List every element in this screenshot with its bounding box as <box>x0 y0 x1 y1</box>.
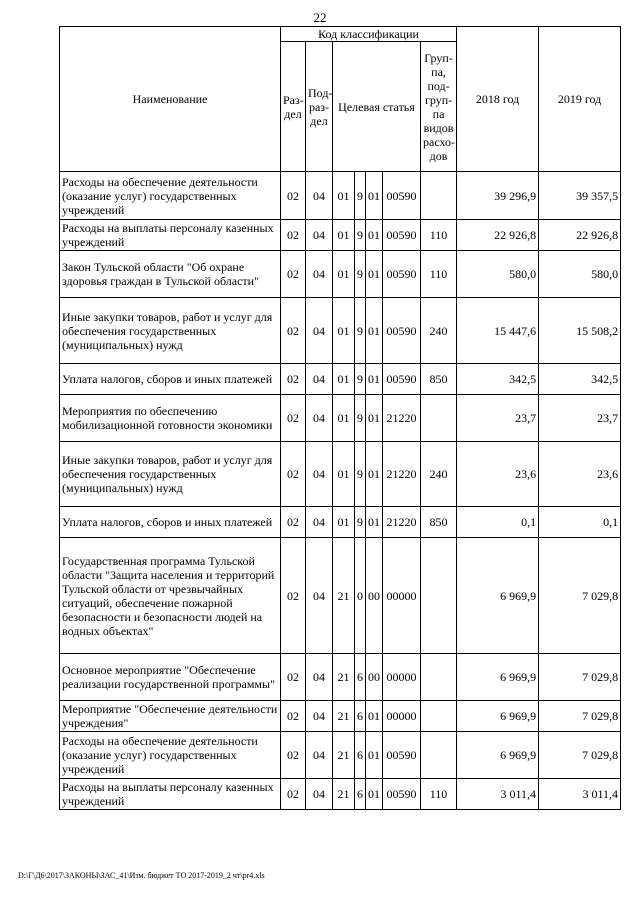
row-subsection: 04 <box>306 220 333 251</box>
row-target-program: 01 <box>333 298 355 364</box>
row-target-subprogram: 9 <box>355 442 366 507</box>
row-section: 02 <box>281 220 306 251</box>
row-target-event: 01 <box>366 364 383 395</box>
row-target-program: 01 <box>333 364 355 395</box>
row-expense-type <box>421 654 457 701</box>
table-row <box>60 442 621 507</box>
row-target-event: 01 <box>366 779 383 810</box>
row-expense-type: 110 <box>421 220 457 251</box>
row-target-event: 01 <box>366 395 383 442</box>
row-value-2018: 23,7 <box>457 395 539 442</box>
row-target-subprogram: 9 <box>355 364 366 395</box>
row-value-2019: 23,6 <box>539 442 621 507</box>
row-name: Расходы на обеспечение деятельности (оказание услуг) государственных учреждений <box>60 732 281 779</box>
row-target-event: 01 <box>366 172 383 220</box>
header-section: Раз-дел <box>281 42 306 172</box>
row-expense-type <box>421 395 457 442</box>
row-target-event: 00 <box>366 538 383 654</box>
row-target-program: 01 <box>333 220 355 251</box>
row-section: 02 <box>281 507 306 538</box>
row-subsection: 04 <box>306 172 333 220</box>
row-target-direction: 00590 <box>383 779 421 810</box>
row-value-2019: 7 029,8 <box>539 538 621 654</box>
budget-table <box>59 26 621 810</box>
row-name: Закон Тульской области "Об охране здоровья граждан в Тульской области" <box>60 251 281 298</box>
row-name: Уплата налогов, сборов и иных платежей <box>60 364 281 395</box>
row-expense-type: 110 <box>421 779 457 810</box>
row-target-event: 00 <box>366 654 383 701</box>
row-target-program: 01 <box>333 442 355 507</box>
row-subsection: 04 <box>306 779 333 810</box>
row-section: 02 <box>281 538 306 654</box>
table-body <box>60 172 621 810</box>
row-target-event: 01 <box>366 507 383 538</box>
row-name: Мероприятия по обеспечению мобилизационной готовности экономики <box>60 395 281 442</box>
row-target-direction: 00000 <box>383 538 421 654</box>
row-target-event: 01 <box>366 298 383 364</box>
row-value-2018: 0,1 <box>457 507 539 538</box>
table-row <box>60 172 621 220</box>
header-2019: 2019 год <box>539 27 621 172</box>
row-target-program: 01 <box>333 251 355 298</box>
row-expense-type <box>421 701 457 732</box>
row-subsection: 04 <box>306 298 333 364</box>
row-name: Расходы на выплаты персоналу казенных учреждений <box>60 779 281 810</box>
row-value-2018: 6 969,9 <box>457 701 539 732</box>
row-target-subprogram: 9 <box>355 395 366 442</box>
row-name: Иные закупки товаров, работ и услуг для обеспечения государственных (муниципальных) нужд <box>60 298 281 364</box>
row-subsection: 04 <box>306 701 333 732</box>
row-value-2019: 0,1 <box>539 507 621 538</box>
row-target-program: 21 <box>333 654 355 701</box>
row-value-2019: 580,0 <box>539 251 621 298</box>
row-section: 02 <box>281 251 306 298</box>
row-expense-type <box>421 732 457 779</box>
row-subsection: 04 <box>306 364 333 395</box>
row-expense-type: 850 <box>421 507 457 538</box>
row-target-subprogram: 6 <box>355 654 366 701</box>
row-section: 02 <box>281 701 306 732</box>
row-target-program: 01 <box>333 172 355 220</box>
row-section: 02 <box>281 395 306 442</box>
row-subsection: 04 <box>306 654 333 701</box>
table-row <box>60 654 621 701</box>
row-target-event: 01 <box>366 442 383 507</box>
row-target-program: 21 <box>333 538 355 654</box>
table-row <box>60 220 621 251</box>
row-section: 02 <box>281 654 306 701</box>
header-2018: 2018 год <box>457 27 539 172</box>
row-target-subprogram: 9 <box>355 220 366 251</box>
row-value-2018: 15 447,6 <box>457 298 539 364</box>
row-value-2019: 3 011,4 <box>539 779 621 810</box>
row-name: Государственная программа Тульской области "Защита населения и территорий Тульской области от чрезвычайных ситуаций, обеспечение пожарной безопасности и безопасности людей на водных объектах" <box>60 538 281 654</box>
header-subsection: Под-раз-дел <box>306 42 333 172</box>
row-target-direction: 00590 <box>383 298 421 364</box>
header-target: Целевая статья <box>333 42 421 172</box>
row-expense-type <box>421 172 457 220</box>
table-row <box>60 298 621 364</box>
table-row <box>60 538 621 654</box>
table-row <box>60 251 621 298</box>
row-section: 02 <box>281 442 306 507</box>
row-target-subprogram: 6 <box>355 701 366 732</box>
row-section: 02 <box>281 732 306 779</box>
row-subsection: 04 <box>306 251 333 298</box>
row-target-direction: 21220 <box>383 507 421 538</box>
row-section: 02 <box>281 298 306 364</box>
table-row <box>60 364 621 395</box>
row-target-event: 01 <box>366 701 383 732</box>
row-target-direction: 00590 <box>383 251 421 298</box>
row-expense-type: 240 <box>421 298 457 364</box>
row-target-event: 01 <box>366 251 383 298</box>
row-section: 02 <box>281 779 306 810</box>
row-value-2018: 6 969,9 <box>457 538 539 654</box>
row-target-direction: 00590 <box>383 220 421 251</box>
row-target-subprogram: 9 <box>355 251 366 298</box>
row-value-2019: 22 926,8 <box>539 220 621 251</box>
row-value-2018: 3 011,4 <box>457 779 539 810</box>
header-group: Груп-па, под-груп-па видов расхо-дов <box>421 42 457 172</box>
row-name: Расходы на выплаты персоналу казенных учреждений <box>60 220 281 251</box>
header-name: Наименование <box>60 27 281 172</box>
row-expense-type: 110 <box>421 251 457 298</box>
row-target-direction: 21220 <box>383 395 421 442</box>
row-name: Уплата налогов, сборов и иных платежей <box>60 507 281 538</box>
table-row <box>60 507 621 538</box>
row-target-direction: 00590 <box>383 732 421 779</box>
table-row <box>60 779 621 810</box>
row-name: Иные закупки товаров, работ и услуг для обеспечения государственных (муниципальных) нужд <box>60 442 281 507</box>
row-subsection: 04 <box>306 395 333 442</box>
row-target-direction: 00590 <box>383 172 421 220</box>
row-target-program: 01 <box>333 395 355 442</box>
row-target-program: 01 <box>333 507 355 538</box>
row-value-2019: 7 029,8 <box>539 732 621 779</box>
row-target-program: 21 <box>333 701 355 732</box>
row-value-2018: 39 296,9 <box>457 172 539 220</box>
table-row <box>60 395 621 442</box>
row-name: Основное мероприятие "Обеспечение реализации государственной программы" <box>60 654 281 701</box>
row-value-2018: 580,0 <box>457 251 539 298</box>
row-expense-type: 850 <box>421 364 457 395</box>
row-target-event: 01 <box>366 220 383 251</box>
row-value-2018: 342,5 <box>457 364 539 395</box>
row-value-2019: 7 029,8 <box>539 701 621 732</box>
row-name: Расходы на обеспечение деятельности (оказание услуг) государственных учреждений <box>60 172 281 220</box>
row-target-program: 21 <box>333 779 355 810</box>
row-value-2019: 23,7 <box>539 395 621 442</box>
row-target-subprogram: 9 <box>355 507 366 538</box>
page-number: 22 <box>313 10 327 25</box>
row-value-2018: 23,6 <box>457 442 539 507</box>
table-row <box>60 732 621 779</box>
row-target-subprogram: 9 <box>355 298 366 364</box>
row-target-direction: 00000 <box>383 701 421 732</box>
row-name: Мероприятие "Обеспечение деятельности учреждения" <box>60 701 281 732</box>
row-value-2018: 6 969,9 <box>457 654 539 701</box>
row-target-direction: 21220 <box>383 442 421 507</box>
row-value-2019: 342,5 <box>539 364 621 395</box>
header-code: Код классификации <box>281 27 457 42</box>
row-target-program: 21 <box>333 732 355 779</box>
row-subsection: 04 <box>306 507 333 538</box>
row-value-2018: 6 969,9 <box>457 732 539 779</box>
row-section: 02 <box>281 172 306 220</box>
row-target-subprogram: 0 <box>355 538 366 654</box>
row-expense-type: 240 <box>421 442 457 507</box>
row-value-2019: 7 029,8 <box>539 654 621 701</box>
footer-path: D:\Г\Д6\2017\ЗАКОНЫ\ЗАС_41\Изм. бюджет ТО 2017-2019_2 чт\pr4.xls <box>18 871 265 880</box>
row-value-2019: 39 357,5 <box>539 172 621 220</box>
row-value-2019: 15 508,2 <box>539 298 621 364</box>
row-value-2018: 22 926,8 <box>457 220 539 251</box>
row-target-subprogram: 6 <box>355 732 366 779</box>
row-target-direction: 00000 <box>383 654 421 701</box>
row-subsection: 04 <box>306 442 333 507</box>
row-target-direction: 00590 <box>383 364 421 395</box>
row-section: 02 <box>281 364 306 395</box>
row-expense-type <box>421 538 457 654</box>
table-row <box>60 701 621 732</box>
row-subsection: 04 <box>306 732 333 779</box>
row-target-subprogram: 6 <box>355 779 366 810</box>
row-subsection: 04 <box>306 538 333 654</box>
row-target-event: 01 <box>366 732 383 779</box>
row-target-subprogram: 9 <box>355 172 366 220</box>
